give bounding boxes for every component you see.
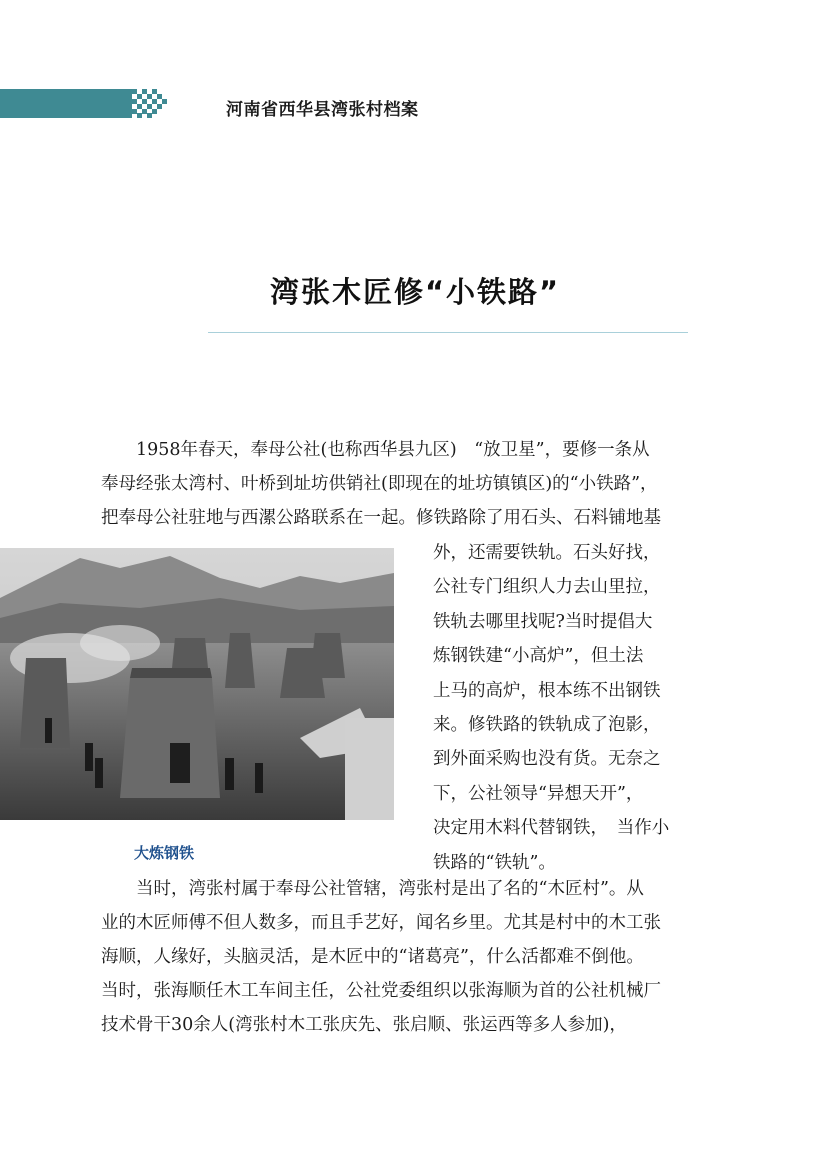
header-color-bar <box>0 89 132 118</box>
text-line: 决定用木料代替钢铁， 当作小 <box>433 818 670 839</box>
header-checker-pattern <box>132 89 172 118</box>
title-divider <box>208 332 688 333</box>
text-line: 业的木匠师傅不但人数多，而且手艺好，闻名乡里。尤其是村中的木工张 <box>101 913 661 933</box>
text-line: 技术骨干30余人(湾张村木工张庆先、张启顺、张运西等多人参加)， <box>101 1015 627 1035</box>
header-title: 河南省西华县湾张村档案 <box>226 100 419 120</box>
text-line: 奉母经张太湾村、叶桥到址坊供销社(即现在的址坊镇镇区)的“小铁路”， <box>101 474 658 494</box>
text-line: 公社专门组织人力去山里拉， <box>433 577 661 598</box>
steelmaking-photo <box>0 548 394 820</box>
text-line: 炼钢铁建“小高炉”，但土法 <box>433 646 644 667</box>
photo-caption: 大炼钢铁 <box>134 844 195 862</box>
article-title: 湾张木匠修“小铁路” <box>269 275 561 309</box>
body-paragraph <box>101 872 701 1042</box>
text-line: 铁路的“铁轨”。 <box>433 852 556 873</box>
text-line: 铁轨去哪里找呢?当时提倡大 <box>433 611 653 632</box>
text-line: 1958年春天，奉母公社(也称西华县九区) “放卫星”，要修一条从 <box>136 440 650 460</box>
text-line: 来。修铁路的铁轨成了泡影， <box>433 715 661 736</box>
text-line: 当时，张海顺任木工车间主任，公社党委组织以张海顺为首的公社机械厂 <box>101 981 661 1001</box>
text-line: 把奉母公社驻地与西漯公路联系在一起。修铁路除了用石头、石料铺地基 <box>101 508 661 528</box>
text-line: 外，还需要铁轨。石头好找， <box>433 543 661 563</box>
text-line: 当时，湾张村属于奉母公社管辖，湾张村是出了名的“木匠村”。从 <box>136 879 644 899</box>
text-line: 到外面采购也没有货。无奈之 <box>433 749 661 770</box>
text-line: 上马的高炉，根本练不出钢铁 <box>433 680 661 701</box>
text-line: 下，公社领导“异想天开”， <box>433 783 644 804</box>
text-line: 海顺，人缘好，头脑灵活，是木匠中的“诸葛亮”，什么活都难不倒他。 <box>101 947 644 967</box>
intro-paragraph <box>101 433 701 535</box>
wrapped-paragraph <box>433 536 693 880</box>
